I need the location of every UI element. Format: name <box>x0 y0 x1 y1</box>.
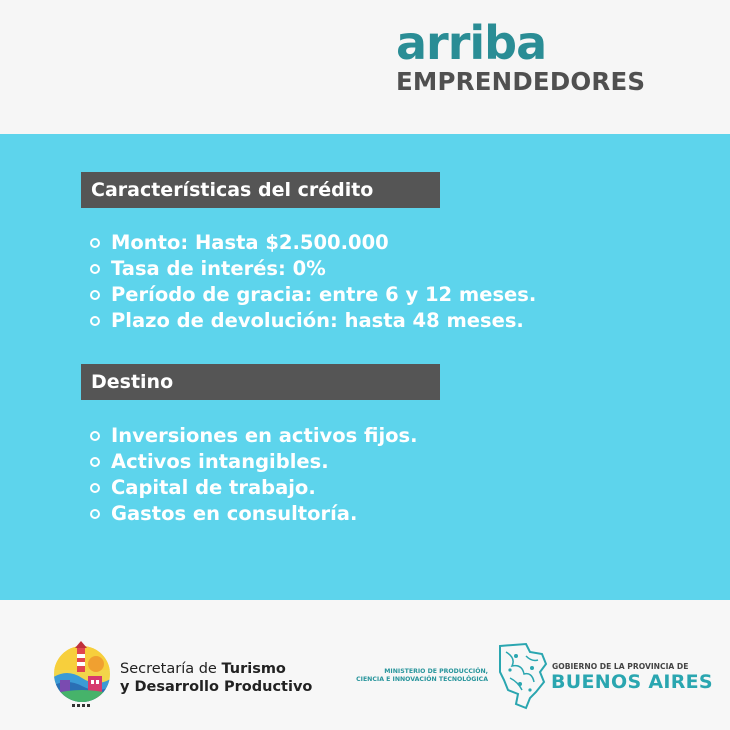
credit-list <box>88 230 536 334</box>
list-item: Período de gracia: entre 6 y 12 meses. <box>88 282 536 308</box>
list-item: Plazo de devolución: hasta 48 meses. <box>88 308 536 334</box>
secretaria-name: Secretaría de Turismo y Desarrollo Productivo <box>120 661 313 695</box>
destino-list <box>88 423 418 527</box>
circle-bullet-icon <box>90 264 100 274</box>
brand-logo-arriba: arriba <box>396 16 547 70</box>
list-item: Gastos en consultoría. <box>88 501 418 527</box>
brand-logo-emprendedores: EMPRENDEDORES <box>396 67 646 96</box>
circle-bullet-icon <box>90 431 100 441</box>
circle-bullet-icon <box>90 290 100 300</box>
buenos-aires-label: BUENOS AIRES <box>551 671 713 693</box>
secretaria-logo-icon <box>52 638 114 712</box>
circle-bullet-icon <box>90 483 100 493</box>
circle-bullet-icon <box>90 238 100 248</box>
circle-bullet-icon <box>90 509 100 519</box>
list-item: Monto: Hasta $2.500.000 <box>88 230 536 256</box>
list-item: Capital de trabajo. <box>88 475 418 501</box>
credit-section-header: Características del crédito <box>81 172 440 208</box>
list-item: Inversiones en activos fijos. <box>88 423 418 449</box>
buenos-aires-province-map-icon <box>496 642 548 712</box>
circle-bullet-icon <box>90 316 100 326</box>
destino-section-header: Destino <box>81 364 440 400</box>
gobierno-label: GOBIERNO DE LA PROVINCIA DE <box>552 662 689 671</box>
list-item: Tasa de interés: 0% <box>88 256 536 282</box>
circle-bullet-icon <box>90 457 100 467</box>
ministerio-name: MINISTERIO DE PRODUCCIÓN, CIENCIA E INNOVACIÓN TECNOLÓGICA <box>356 668 488 683</box>
top-banner <box>0 0 730 134</box>
list-item: Activos intangibles. <box>88 449 418 475</box>
